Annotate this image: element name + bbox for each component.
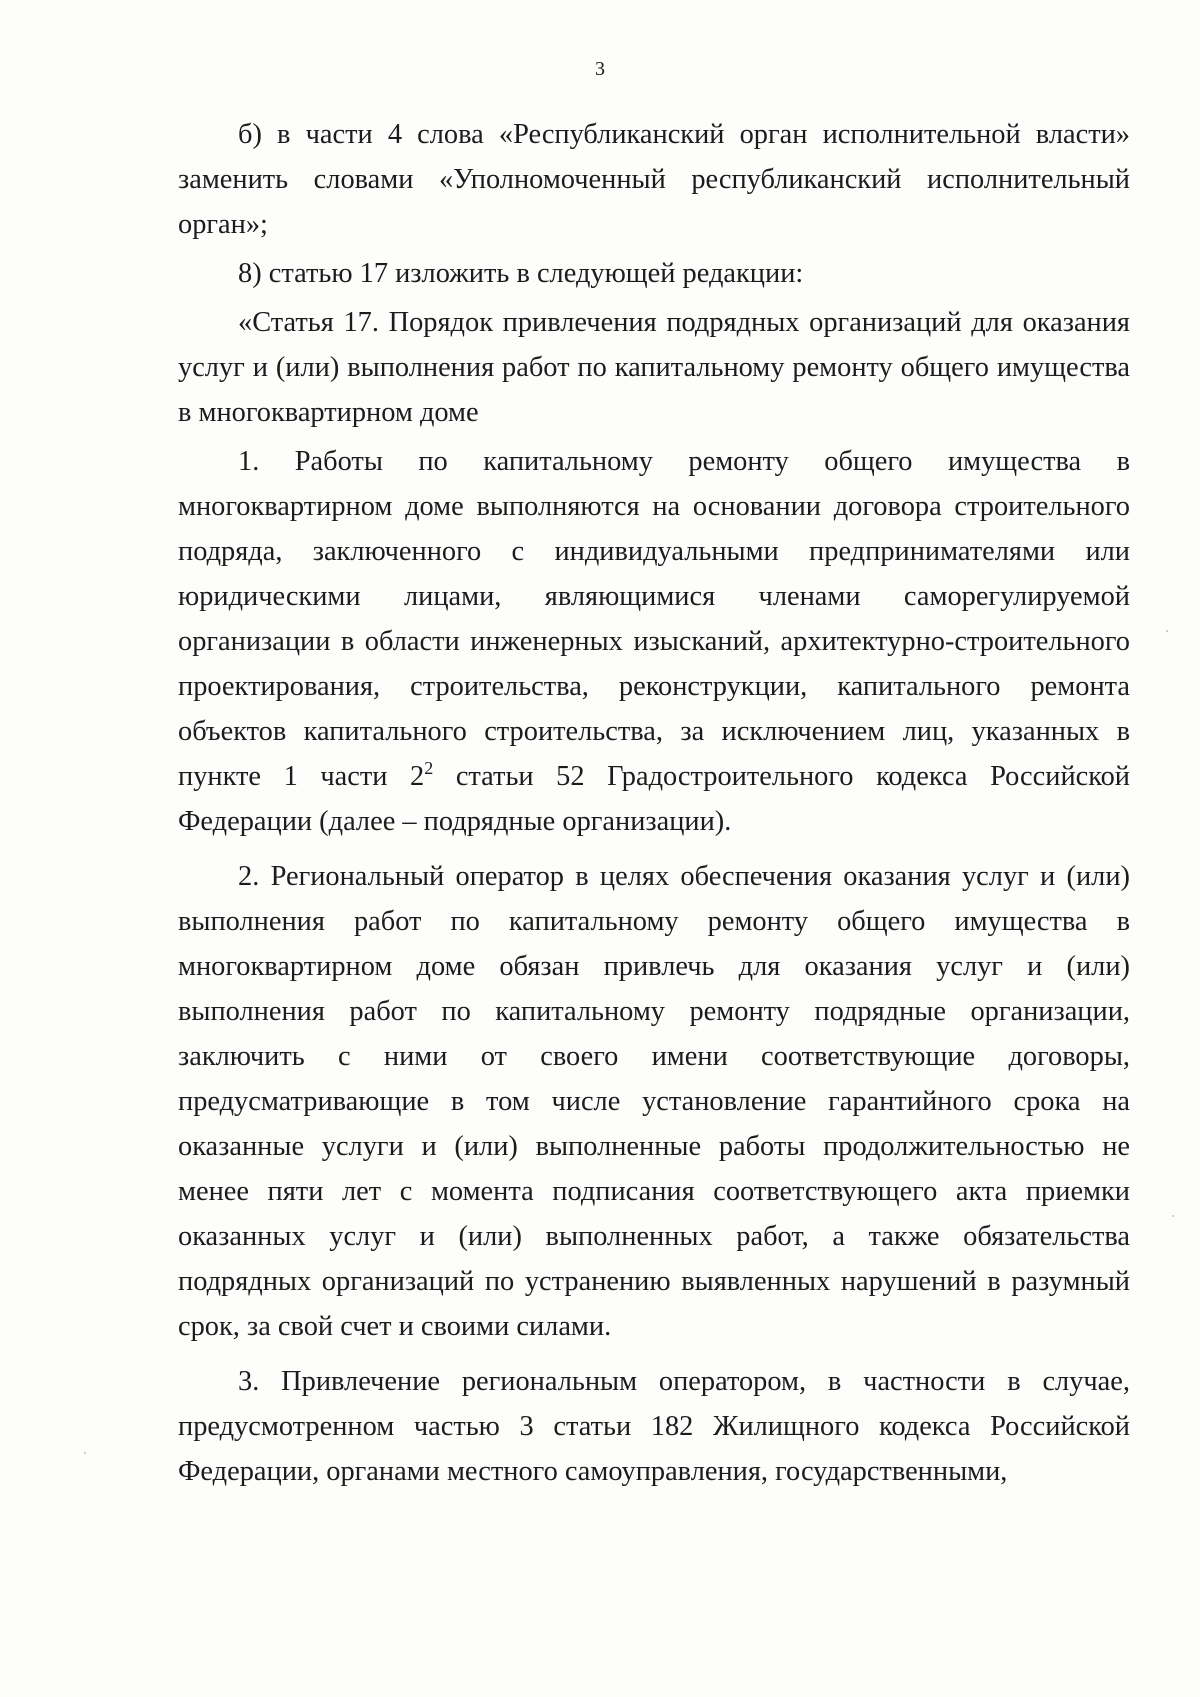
clause-2: 2. Региональный оператор в целях обеспечения оказания услуг и (или) выполнения работ по капитальному ремонту общего имущества в многоквартирном доме обязан привлечь для оказания услуг и (или) выполнения работ по капитальному ремонту подрядные организации, заключить с ними от своего имени соответствующие договоры, предусматривающие в том числе установление гарантийного срока на оказанные услуги и (или) выполненные работы продолжительностью не менее пяти лет с момента подписания соответствующего акта приемки оказанных услуг и (или) выполненных работ, а также обязательства подрядных организаций по устранению выявленных нарушений в разумный срок, за свой счет и своими силами.	[178, 861, 1130, 1342]
clause-3: 3. Привлечение региональным оператором, в частности в случае, предусмотренном частью 3 статьи 182 Жилищного кодекса Российской Федерации, органами местного самоуправления, государственными,	[178, 1366, 1130, 1487]
page-number: 3	[595, 58, 605, 80]
article-17-heading: «Статья 17. Порядок привлечения подрядных организаций для оказания услуг и (или) выполнения работ по капитальному ремонту общего имущества в многоквартирном доме	[178, 307, 1130, 428]
scan-speck	[1172, 1215, 1174, 1217]
clause-1	[178, 439, 1130, 844]
clause-1-text: 1. Работы по капитальному ремонту общего имущества в многоквартирном доме выполняются на основании договора строительного подряда, заключенного с индивидуальными предпринимателями или юридическими лицами, являющимися членами саморегулируемой организации в области инженерных изысканий, архитектурно-строительного проектирования, строительства, реконструкции, капитального ремонта объектов капитального строительства, за исключением лиц, указанных в пункте 1 части 2	[178, 446, 1130, 792]
paragraph-b-part4: б) в части 4 слова «Республиканский орган исполнительной власти» заменить словами «Уполномоченный республиканский исполнительный орган»;	[178, 119, 1130, 240]
clause-1-superscript: 2	[424, 758, 434, 778]
scan-speck	[1166, 630, 1168, 632]
document-body	[178, 112, 1130, 1494]
scan-speck	[84, 1452, 86, 1454]
paragraph-item-8: 8) статью 17 изложить в следующей редакции:	[238, 258, 804, 289]
clause-1-text-end: статьи 52 Градостроительного кодекса Российской Федерации (далее – подрядные организации).	[178, 761, 1130, 837]
